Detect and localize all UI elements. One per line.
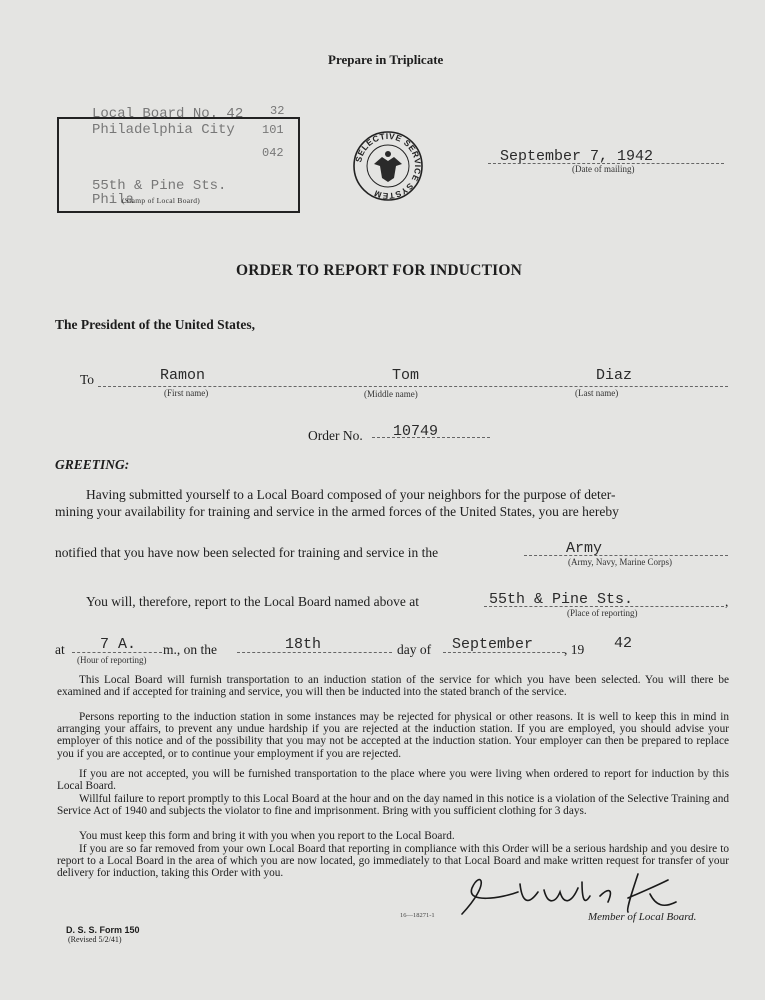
stamp-line-3-num: 042 [262,146,284,160]
mailing-date-caption: (Date of mailing) [572,164,635,174]
first-name: Ramon [160,367,206,384]
stamp-caption: (Stamp of Local Board) [122,196,201,205]
service-branch-caption: (Army, Navy, Marine Corps) [568,557,673,567]
stamp-line-1-num: 32 [270,104,285,118]
member-of-local-board: Member of Local Board. [588,911,697,923]
at-label: at [55,642,65,657]
last-name: Diaz [596,367,633,384]
m-on-the: m., on the [163,642,217,657]
day-of-label: day of [397,642,432,657]
intro-line-1: Having submitted yourself to a Local Board composed of your neighbors for the purpose of deter- [86,487,616,502]
form-number: D. S. S. Form 150 [66,925,140,935]
print-code: 16—18271-1 [400,912,435,919]
reporting-year: 42 [614,635,633,652]
order-number-label: Order No. [308,428,363,443]
prepare-in-triplicate: Prepare in Triplicate [328,52,444,67]
notified-text: notified that you have now been selected for training and service in the [55,545,439,560]
selective-service-seal-icon [352,130,424,202]
stamp-line-1: Local Board No. 42 [92,106,244,122]
reporting-hour-caption: (Hour of reporting) [77,655,147,665]
stamp-line-5: Phila [92,192,135,208]
middle-name-caption: (Middle name) [364,389,418,399]
to-label: To [80,372,95,387]
paragraph-rejection: Persons reporting to the induction station in some instances may be rejected for physical or other reasons. It is well to keep this in mind in arranging your affairs, to prevent any undue hardship if you are rejected at the induction station. If you are employed, you should advise your employer of this notice and of the possibility that you may not be accepted at the induction station. Your employer can then be prepared to replace you if you are accepted, or to continue your employment if you are rejected. [57,711,729,760]
reporting-day: 18th [285,636,322,653]
reporting-month: September [452,636,534,653]
paragraph-keep-form: You must keep this form and bring it with you when you report to the Local Board. [79,830,455,842]
service-branch: Army [566,540,603,557]
stamp-line-2-num: 101 [262,123,284,137]
order-number: 10749 [393,423,439,440]
reporting-place-caption: (Place of reporting) [567,608,638,618]
paragraph-not-accepted: If you are not accepted, you will be furnished transportation to the place where you were living when ordered to report for induction by this Local Board. [57,768,729,793]
salutation: The President of the United States, [55,317,255,332]
last-name-caption: (Last name) [575,388,619,398]
paragraph-transportation: This Local Board will furnish transportation to an induction station of the service for which you have been selected. You will there be examined and if accepted for training and service, you will then be inducted into the stated branch of the service. [57,674,729,699]
year-prefix: , 19 [564,642,585,657]
mailing-date: September 7, 1942 [500,148,654,165]
report-text: You will, therefore, report to the Local Board named above at [86,594,420,609]
form-revision: (Revised 5/2/41) [68,935,122,944]
reporting-place: 55th & Pine Sts. [489,591,634,608]
stamp-line-2: Philadelphia City [92,122,235,138]
greeting: GREETING: [55,457,130,472]
stamp-line-4: 55th & Pine Sts. [92,178,227,194]
middle-name: Tom [392,367,420,384]
seal-text: SELECTIVE SERVICE SYSTEM [353,130,424,202]
reporting-place-comma: , [725,594,729,609]
paragraph-willful-failure: Willful failure to report promptly to this Local Board at the hour and on the day named in this notice is a violation of the Selective Training and Service Act of 1940 and subjects the violator to fine and imprisonment. Bring with you sufficient clothing for 3 days. [57,793,729,818]
paragraph-transfer: If you are so far removed from your own Local Board that reporting in compliance with this Order will be a serious hardship and you desire to report to a Local Board in the area of which you are now located, go immediately to that Local Board and make written request for transfer of your delivery for induction, taking this Order with you. [57,843,729,880]
first-name-caption: (First name) [164,388,209,398]
reporting-hour: 7 A. [100,636,137,653]
document-title: ORDER TO REPORT FOR INDUCTION [236,262,523,279]
intro-line-2: mining your availability for training and service in the armed forces of the United States, you are hereby [55,504,619,519]
